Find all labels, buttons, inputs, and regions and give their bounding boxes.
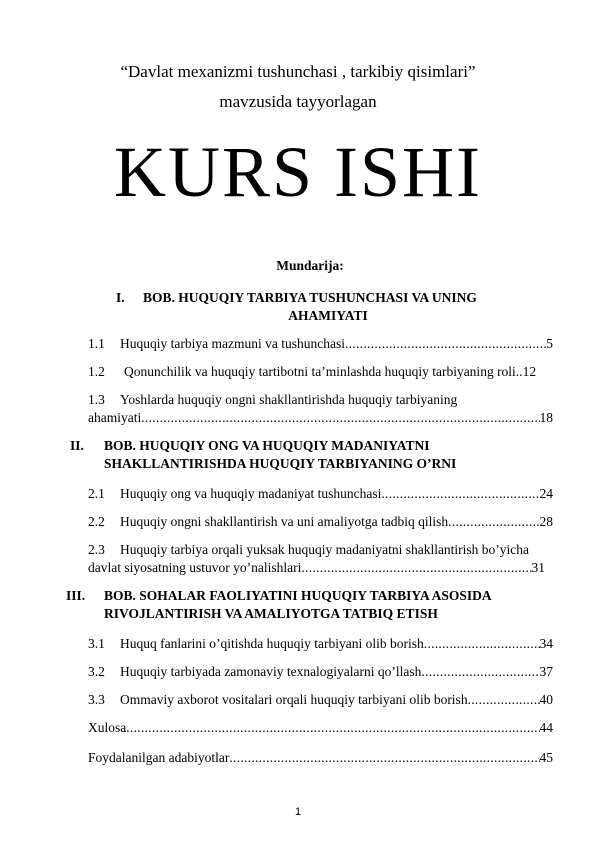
toc-leader-dots [468, 692, 540, 708]
toc-leader-dots [345, 336, 546, 352]
toc-item-3-2-page: 37 [539, 664, 553, 679]
toc-item-1-3[interactable] [88, 410, 553, 426]
document-type-title: KURS ISHI [113, 132, 483, 212]
toc-item-1-2-number: 1.2 [88, 364, 105, 379]
chapter3-number: III. [66, 588, 86, 603]
toc-item-1-1-page: 5 [546, 336, 553, 351]
toc-conclusion-text: Xulosa [88, 720, 127, 735]
topic-line-2: mavzusida tayyorlagan [219, 92, 377, 111]
toc-item-2-2-page: 28 [539, 514, 553, 529]
toc-item-2-3-number: 2.3 [88, 542, 105, 557]
toc-item-3-3-number: 3.3 [88, 692, 105, 707]
toc-item-1-3-text-line2: ahamiyati [88, 410, 142, 425]
toc-item-2-1-number: 2.1 [88, 486, 105, 501]
toc-item-3-3-text: Ommaviy axborot vositalari orqali huquqiy tarbiyani olib borish [120, 692, 468, 707]
toc-item-1-2-text: Qonunchilik va huquqiy tartibotni ta’minlashda huquqiy tarbiyaning roli.. [124, 364, 523, 379]
chapter1-number: I. [116, 290, 125, 305]
toc-item-2-1[interactable] [120, 486, 553, 502]
toc-item-1-1-text: Huquqiy tarbiya mazmuni va tushunchasi [120, 336, 345, 351]
toc-item-1-2[interactable] [124, 364, 553, 380]
contents-title: Mundarija: [276, 258, 344, 273]
toc-conclusion[interactable] [88, 720, 553, 736]
toc-item-2-1-page: 24 [539, 486, 553, 501]
toc-item-2-3-text-line2: davlat siyosatning ustuvor yo’nalishlari [88, 560, 302, 575]
toc-item-3-3[interactable] [120, 692, 553, 708]
chapter2-title-line2: SHAKLLANTIRISHDA HUQUQIY TARBIYANING O’RNI [104, 456, 457, 471]
toc-conclusion-page: 44 [539, 720, 553, 735]
toc-item-3-3-page: 40 [539, 692, 553, 707]
toc-item-2-2-number: 2.2 [88, 514, 105, 529]
toc-item-1-1[interactable] [120, 336, 553, 352]
chapter1-title-line2: AHAMIYATI [288, 308, 368, 323]
toc-item-1-3-number: 1.3 [88, 392, 105, 407]
toc-item-2-3-text-line1[interactable]: Huquqiy tarbiya orqali yuksak huquqiy madaniyatni shakllantirish bo’yicha [120, 542, 530, 557]
toc-references[interactable] [88, 750, 553, 766]
toc-item-1-3-page: 18 [539, 410, 553, 425]
page-number: 1 [294, 806, 302, 818]
chapter1-title-line1: BOB. HUQUQIY TARBIYA TUSHUNCHASI VA UNING [143, 290, 477, 305]
toc-item-3-1-text: Huquq fanlarini o’qitishda huquqiy tarbiyani olib borish [120, 636, 424, 651]
chapter2-number: II. [70, 438, 84, 453]
toc-item-1-2-page: 12 [522, 364, 537, 379]
chapter3-title-line1: BOB. SOHALAR FAOLIYATINI HUQUQIY TARBIYA ASOSIDA [104, 588, 492, 603]
toc-item-3-2[interactable] [120, 664, 553, 680]
chapter3-title-line2: RIVOJLANTIRISH VA AMALIYOTGA TATBIQ ETISH [104, 606, 438, 621]
toc-item-2-3-page: 31 [531, 560, 545, 575]
toc-item-3-1-number: 3.1 [88, 636, 105, 651]
topic-line-1: “Davlat mexanizmi tushunchasi , tarkibiy qisimlari” [120, 62, 476, 81]
toc-item-2-1-text: Huquqiy ong va huquqiy madaniyat tushunchasi [120, 486, 382, 501]
toc-leader-dots [229, 750, 539, 766]
toc-item-3-2-number: 3.2 [88, 664, 105, 679]
chapter2-title-line1: BOB. HUQUQIY ONG VA HUQUQIY MADANIYATNI [104, 438, 430, 453]
toc-leader-dots [421, 664, 539, 680]
toc-leader-dots [141, 410, 539, 426]
toc-leader-dots [381, 486, 539, 502]
toc-item-2-2-text: Huquqiy ongni shakllantirish va uni amaliyotga tadbiq qilish [120, 514, 449, 529]
toc-item-1-1-number: 1.1 [88, 336, 105, 351]
toc-item-3-2-text: Huquqiy tarbiyada zamonaviy texnalogiyalarni qo’llash [120, 664, 422, 679]
toc-item-1-3-text-line1[interactable]: Yoshlarda huquqiy ongni shakllantirishda huquqiy tarbiyaning [120, 392, 458, 407]
toc-references-page: 45 [539, 750, 553, 765]
toc-item-3-1[interactable] [120, 636, 553, 652]
toc-leader-dots [301, 560, 531, 576]
toc-leader-dots [448, 514, 539, 530]
toc-leader-dots [424, 636, 540, 652]
toc-references-text: Foydalanilgan adabiyotlar [88, 750, 230, 765]
toc-item-2-3[interactable] [88, 560, 545, 576]
toc-item-2-2[interactable] [120, 514, 553, 530]
toc-item-3-1-page: 34 [539, 636, 553, 651]
toc-leader-dots [126, 720, 539, 736]
